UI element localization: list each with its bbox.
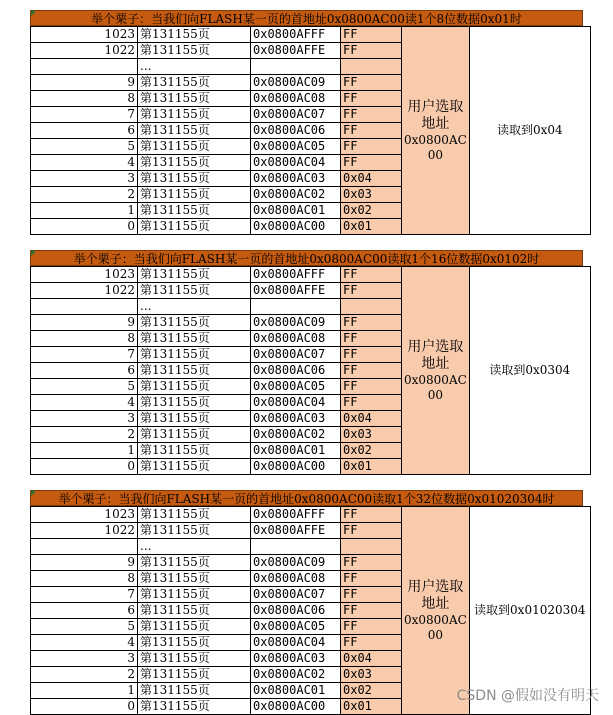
select-address: 0x0800AC — [404, 372, 467, 387]
row-value: FF — [341, 123, 402, 139]
row-address: 0x0800AC06 — [251, 603, 341, 619]
row-address: 0x0800AC03 — [251, 411, 341, 427]
row-page: ... — [138, 59, 251, 75]
row-page: 第131155页 — [138, 699, 251, 715]
row-number: 2 — [31, 187, 138, 203]
row-number: 1022 — [31, 523, 138, 539]
row-address: 0x0800AFFF — [251, 27, 341, 43]
row-address: 0x0800AC05 — [251, 139, 341, 155]
block-title — [30, 250, 583, 266]
row-address: 0x0800AFFE — [251, 43, 341, 59]
row-address: 0x0800AC09 — [251, 555, 341, 571]
row-page: 第131155页 — [138, 667, 251, 683]
row-value: FF — [341, 587, 402, 603]
row-page: 第131155页 — [138, 123, 251, 139]
table-row — [31, 27, 591, 43]
row-page: 第131155页 — [138, 443, 251, 459]
example-block-2 — [30, 250, 613, 476]
example-block-1 — [30, 10, 613, 236]
row-number: 6 — [31, 603, 138, 619]
select-label-line2: 地址 — [421, 355, 450, 372]
select-label-line1: 用户选取 — [407, 338, 464, 355]
row-number: 3 — [31, 651, 138, 667]
row-number: 1022 — [31, 43, 138, 59]
cell-marker-icon — [31, 491, 36, 496]
row-page: 第131155页 — [138, 27, 251, 43]
row-address: 0x0800AC04 — [251, 395, 341, 411]
table-row — [31, 507, 591, 523]
selected-address-cell — [402, 507, 470, 715]
row-number: 6 — [31, 123, 138, 139]
block-title-text: 举个栗子：当我们向FLASH某一页的首地址0x0800AC00读取1个16位数据0x0102时 — [73, 252, 540, 266]
row-address: 0x0800AC09 — [251, 315, 341, 331]
row-number: 9 — [31, 75, 138, 91]
row-address: 0x0800AC04 — [251, 155, 341, 171]
cell-marker-icon — [31, 11, 36, 16]
row-page: 第131155页 — [138, 523, 251, 539]
row-address: 0x0800AC08 — [251, 331, 341, 347]
row-address: 0x0800AC03 — [251, 651, 341, 667]
memory-table — [30, 506, 591, 715]
row-page: 第131155页 — [138, 267, 251, 283]
row-page: 第131155页 — [138, 507, 251, 523]
row-address: 0x0800AC06 — [251, 363, 341, 379]
row-number: 5 — [31, 139, 138, 155]
row-address: 0x0800AC08 — [251, 571, 341, 587]
row-number: 1023 — [31, 267, 138, 283]
row-page: 第131155页 — [138, 683, 251, 699]
row-number: 1023 — [31, 27, 138, 43]
row-page: 第131155页 — [138, 91, 251, 107]
row-number: 0 — [31, 219, 138, 235]
row-value: FF — [341, 555, 402, 571]
row-address — [251, 299, 341, 315]
memory-table — [30, 266, 591, 475]
row-address: 0x0800AFFF — [251, 507, 341, 523]
row-address: 0x0800AFFE — [251, 283, 341, 299]
example-block-3 — [30, 490, 613, 715]
row-page: 第131155页 — [138, 347, 251, 363]
row-address: 0x0800AC07 — [251, 107, 341, 123]
select-label-line2: 地址 — [421, 595, 450, 612]
row-value: 0x03 — [341, 187, 402, 203]
row-page: 第131155页 — [138, 331, 251, 347]
row-page: 第131155页 — [138, 315, 251, 331]
row-value: 0x04 — [341, 411, 402, 427]
select-label-line1: 用户选取 — [407, 98, 464, 115]
cell-marker-icon — [31, 251, 36, 256]
row-number: 2 — [31, 667, 138, 683]
row-value: 0x02 — [341, 443, 402, 459]
row-number: 1 — [31, 683, 138, 699]
row-number: 1 — [31, 203, 138, 219]
select-address: 0x0800AC — [404, 612, 467, 627]
row-value: FF — [341, 155, 402, 171]
row-number: 8 — [31, 91, 138, 107]
row-number: 8 — [31, 331, 138, 347]
row-value: FF — [341, 379, 402, 395]
row-address: 0x0800AC03 — [251, 171, 341, 187]
row-value: FF — [341, 27, 402, 43]
row-page: 第131155页 — [138, 427, 251, 443]
row-value — [341, 299, 402, 315]
row-value: FF — [341, 523, 402, 539]
row-value: FF — [341, 571, 402, 587]
block-title-text: 举个栗子：当我们向FLASH某一页的首地址0x0800AC00读取1个32位数据0x01020304时 — [58, 492, 555, 506]
row-number: 3 — [31, 411, 138, 427]
row-value: 0x04 — [341, 171, 402, 187]
row-value: FF — [341, 619, 402, 635]
row-page: 第131155页 — [138, 395, 251, 411]
row-page: 第131155页 — [138, 379, 251, 395]
row-page: ... — [138, 299, 251, 315]
row-value: FF — [341, 75, 402, 91]
row-value: FF — [341, 267, 402, 283]
row-value: FF — [341, 635, 402, 651]
row-page: ... — [138, 539, 251, 555]
row-page: 第131155页 — [138, 603, 251, 619]
row-value: FF — [341, 363, 402, 379]
row-page: 第131155页 — [138, 363, 251, 379]
row-number: 0 — [31, 699, 138, 715]
row-number: 7 — [31, 107, 138, 123]
select-address: 0x0800AC — [404, 132, 467, 147]
row-page: 第131155页 — [138, 139, 251, 155]
row-value: 0x01 — [341, 699, 402, 715]
row-number: 9 — [31, 555, 138, 571]
row-page: 第131155页 — [138, 651, 251, 667]
row-page: 第131155页 — [138, 203, 251, 219]
row-value: 0x02 — [341, 683, 402, 699]
row-address: 0x0800AC00 — [251, 219, 341, 235]
row-value — [341, 59, 402, 75]
row-address: 0x0800AC05 — [251, 619, 341, 635]
row-address: 0x0800AC00 — [251, 699, 341, 715]
row-address: 0x0800AC00 — [251, 459, 341, 475]
row-page: 第131155页 — [138, 459, 251, 475]
block-title-text: 举个栗子：当我们向FLASH某一页的首地址0x0800AC00读1个8位数据0x01时 — [91, 12, 522, 26]
row-number: 5 — [31, 379, 138, 395]
row-value: FF — [341, 315, 402, 331]
row-value: FF — [341, 603, 402, 619]
row-address: 0x0800AFFE — [251, 523, 341, 539]
row-page: 第131155页 — [138, 635, 251, 651]
select-label-line2: 地址 — [421, 115, 450, 132]
row-page: 第131155页 — [138, 43, 251, 59]
read-result: 读取到0x0304 — [469, 267, 590, 475]
select-label-line1: 用户选取 — [407, 578, 464, 595]
row-address: 0x0800AC02 — [251, 667, 341, 683]
row-page: 第131155页 — [138, 107, 251, 123]
row-page: 第131155页 — [138, 587, 251, 603]
row-number: 1023 — [31, 507, 138, 523]
row-number — [31, 539, 138, 555]
row-value: 0x01 — [341, 459, 402, 475]
row-number: 7 — [31, 347, 138, 363]
row-value: FF — [341, 283, 402, 299]
row-value: FF — [341, 507, 402, 523]
row-address: 0x0800AC09 — [251, 75, 341, 91]
block-title — [30, 10, 583, 26]
row-address: 0x0800AC06 — [251, 123, 341, 139]
read-result: 读取到0x04 — [469, 27, 590, 235]
row-number: 3 — [31, 171, 138, 187]
row-number: 4 — [31, 395, 138, 411]
row-number: 6 — [31, 363, 138, 379]
row-value: FF — [341, 91, 402, 107]
row-page: 第131155页 — [138, 283, 251, 299]
row-address — [251, 59, 341, 75]
row-value: 0x01 — [341, 219, 402, 235]
row-address: 0x0800AC01 — [251, 683, 341, 699]
table-row — [31, 267, 591, 283]
block-title — [30, 490, 583, 506]
row-address: 0x0800AC07 — [251, 347, 341, 363]
row-number: 1022 — [31, 283, 138, 299]
row-address: 0x0800AC04 — [251, 635, 341, 651]
row-page: 第131155页 — [138, 411, 251, 427]
row-value: FF — [341, 43, 402, 59]
row-page: 第131155页 — [138, 219, 251, 235]
row-value — [341, 539, 402, 555]
row-address: 0x0800AC05 — [251, 379, 341, 395]
row-number: 1 — [31, 443, 138, 459]
read-result: 读取到0x01020304 — [469, 507, 590, 715]
row-page: 第131155页 — [138, 555, 251, 571]
row-value: 0x02 — [341, 203, 402, 219]
row-value: FF — [341, 395, 402, 411]
row-page: 第131155页 — [138, 187, 251, 203]
row-address: 0x0800AC01 — [251, 203, 341, 219]
selected-address-cell — [402, 267, 470, 475]
row-value: 0x03 — [341, 427, 402, 443]
row-value: 0x04 — [341, 651, 402, 667]
row-value: 0x03 — [341, 667, 402, 683]
row-address: 0x0800AC02 — [251, 187, 341, 203]
selected-address-cell — [402, 27, 470, 235]
row-value: FF — [341, 139, 402, 155]
memory-table — [30, 26, 591, 235]
row-page: 第131155页 — [138, 619, 251, 635]
row-number: 2 — [31, 427, 138, 443]
row-number: 7 — [31, 587, 138, 603]
row-value: FF — [341, 347, 402, 363]
row-address — [251, 539, 341, 555]
select-address-suffix: 00 — [427, 387, 444, 402]
row-number — [31, 59, 138, 75]
row-page: 第131155页 — [138, 75, 251, 91]
row-value: FF — [341, 107, 402, 123]
row-page: 第131155页 — [138, 571, 251, 587]
row-number: 4 — [31, 155, 138, 171]
row-page: 第131155页 — [138, 171, 251, 187]
row-number: 9 — [31, 315, 138, 331]
row-number: 5 — [31, 619, 138, 635]
row-address: 0x0800AC01 — [251, 443, 341, 459]
watermark: CSDN @假如没有明天 — [456, 688, 599, 704]
row-value: FF — [341, 331, 402, 347]
select-address-suffix: 00 — [427, 627, 444, 642]
row-address: 0x0800AC08 — [251, 91, 341, 107]
row-number: 0 — [31, 459, 138, 475]
row-address: 0x0800AFFF — [251, 267, 341, 283]
row-number: 4 — [31, 635, 138, 651]
row-address: 0x0800AC07 — [251, 587, 341, 603]
row-address: 0x0800AC02 — [251, 427, 341, 443]
row-number — [31, 299, 138, 315]
select-address-suffix: 00 — [427, 147, 444, 162]
row-number: 8 — [31, 571, 138, 587]
row-page: 第131155页 — [138, 155, 251, 171]
